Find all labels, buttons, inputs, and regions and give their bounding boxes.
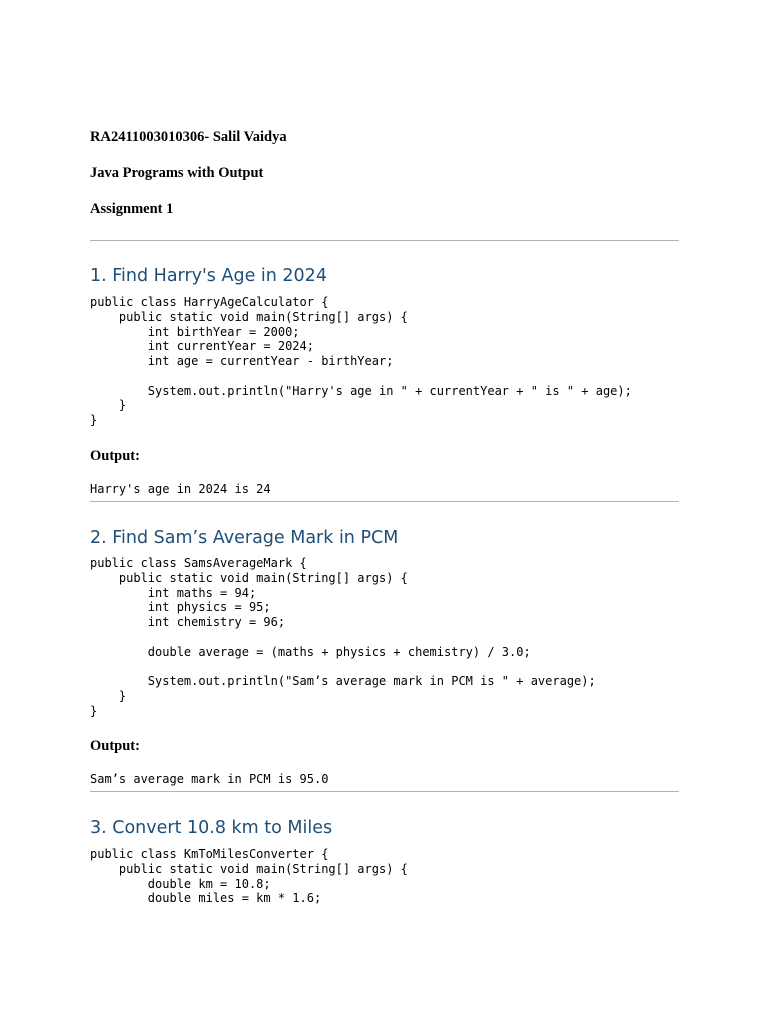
assignment-label: Assignment 1 xyxy=(90,201,174,217)
section-1-code-block: public class HarryAgeCalculator { public static void main(String[] args) { int birthYear = 2000; int currentYear = 2024; int age = currentYear - birthYear; System.out.println("Harry's age in " + currentYear + " is " + age); } } xyxy=(90,295,632,427)
section-2-title: 2. Find Sam’s Average Mark in PCM xyxy=(90,528,399,548)
section-3-code-block: public class KmToMilesConverter { public static void main(String[] args) { double km = 10.8; double miles = km * 1.6; xyxy=(90,847,408,906)
section-2-code-block: public class SamsAverageMark { public static void main(String[] args) { int maths = 94; int physics = 95; int chemistry = 96; double average = (maths + physics + chemistry) / 3.0; System.out.println("Sam’s average mark in PCM is " + average); } } xyxy=(90,556,596,718)
divider xyxy=(90,791,679,792)
section-1-title: 1. Find Harry's Age in 2024 xyxy=(90,266,327,286)
student-id-name: RA2411003010306- Salil Vaidya xyxy=(90,129,287,145)
section-2-output-label: Output: xyxy=(90,738,140,754)
section-1-output-label: Output: xyxy=(90,448,140,464)
document-subtitle: Java Programs with Output xyxy=(90,165,264,181)
divider xyxy=(90,501,679,502)
section-2-output-text: Sam’s average mark in PCM is 95.0 xyxy=(90,772,329,786)
divider xyxy=(90,240,679,241)
section-3-title: 3. Convert 10.8 km to Miles xyxy=(90,818,333,838)
section-1-output-text: Harry's age in 2024 is 24 xyxy=(90,482,271,496)
